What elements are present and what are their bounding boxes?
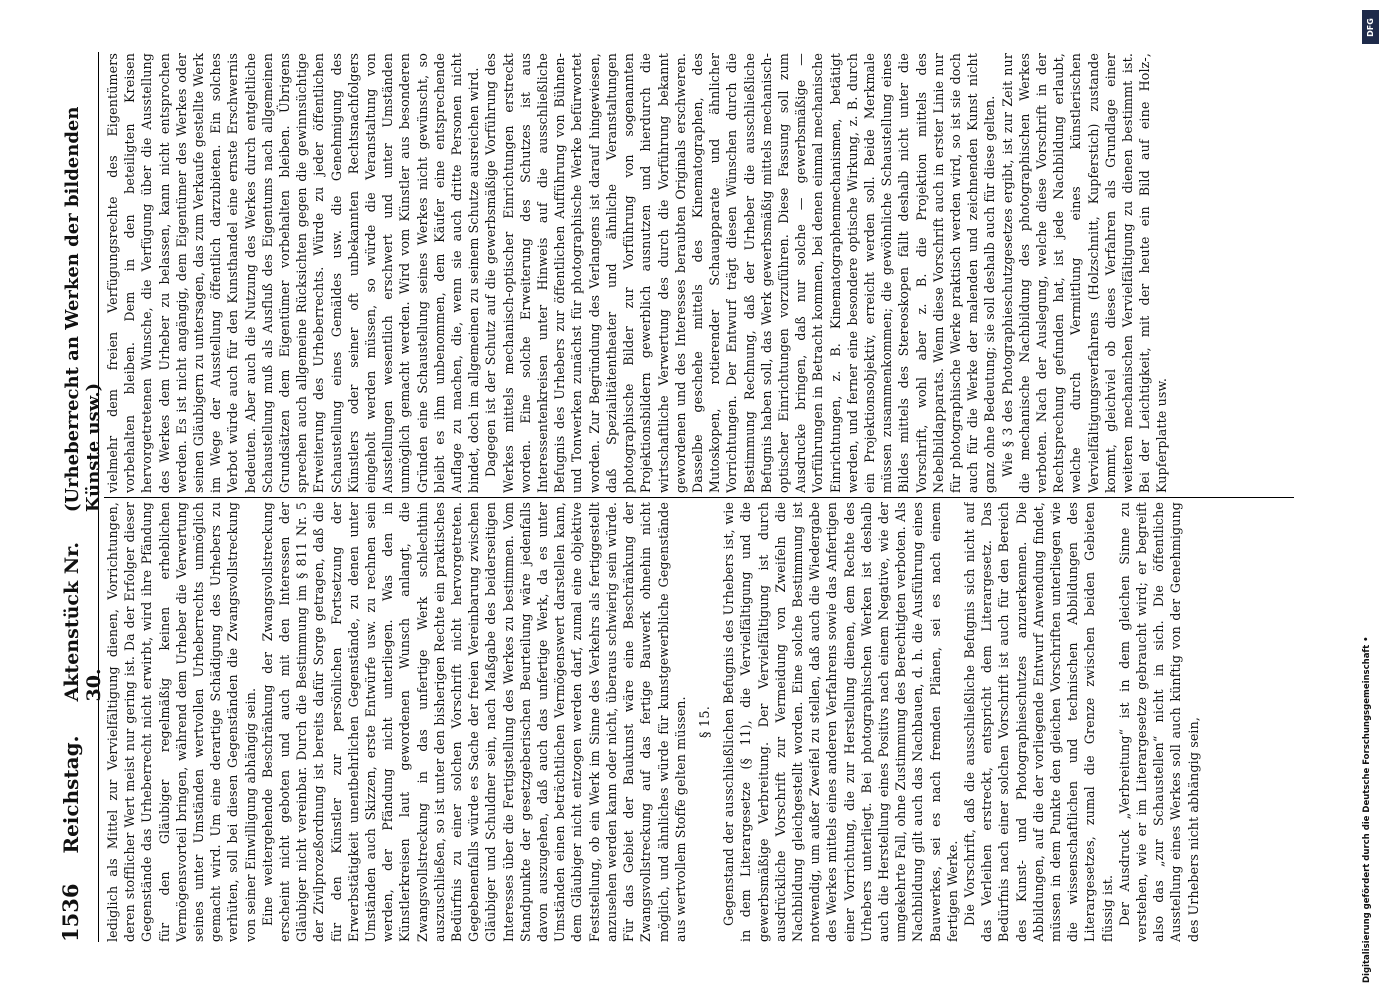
dfg-logo [1362,10,1379,44]
header-doc-ref: Aktenstück Nr. 30. [61,542,105,702]
column-divider [104,497,1294,498]
text-columns [104,52,1294,942]
paragraph: Die Vorschrift, daß die ausschließliche Befugnis sich nicht auf das Verleihen erstreckt, entspricht dem Literargesetz. Das Bedürfnis nach einer solchen Vorschrift ist auch für den Bereich des Kunst- und Photographieschutzes anzuerkennen. Die Abbildungen, auf die der vorliegende Entwurf Anwendung findet, müssen in dem Punkte den gleichen Vorschriften unterliegen wie die wissenschaftlichen und technischen Abbildungen des Literargesetzes, zumal die Grenze zwischen beiden Gebieten flüssig ist. [961,502,1115,942]
paragraph: Wie § 3 des Photographieschutzgesetzes ergibt, ist zur Zeit nur die mechanische Nachbildung des photographischen Werkes verboten. Nach der Auslegung, welche diese Vorschrift in der Rechtsprechung gefunden hat, ist jede Nachbildung erlaubt, welche durch Vermittlung eines künstlerischen Vervielfältigungsverfahrens (Holzschnitt, Kupferstich) zustande kommt, gleichviel ob dieses Verfahren als Grundlage einer weiteren mechanischen Vervielfältigung zu dienen bestimmt ist. Bei der Leichtigkeit, mit der heute ein Bild auf eine Holz-, Kupferplatte usw. [999,53,1170,493]
credit-text: Digitalisierung gefördert durch die Deutsche Forschungsgemeinschaft • [1362,636,1372,983]
paragraph: Gegenstand der ausschließlichen Befugnis des Urhebers ist, wie in dem Literargesetze (§ 11), die Vervielfältigung und die gewerbsmäßige Verbreitung. Der Vervielfältigung ist durch ausdrückliche Vorschrift zur Vermeidung von Zweifeln die Nachbildung gleichgestellt worden. Eine solche Bestimmung ist notwendig, um außer Zweifel zu stellen, daß auch die Wiedergabe des Werkes mittels eines anderen Verfahrens sowie das Anfertigen einer Vorrichtung, die zur Herstellung dienen, dem Rechte des Urhebers unterliegt. Bei photographischen Werken ist deshalb auch die Herstellung eines Positivs nach einem Negative, wie der umgekehrte Fall, ohne Zustimmung des Berechtigten verboten. Als Nachbildung gilt auch das Nachbauen, d. h. die Ausführung eines Bauwerkes, sei es nach fremden Plänen, sei es nach einem fertigen Werke. [721,502,960,942]
left-column [104,502,1294,942]
running-header [58,52,105,942]
dfg-logo-text: DFG [1366,17,1376,37]
paragraph: Der Ausdruck „Verbreitung“ ist in dem gleichen Sinne zu verstehen, wie er im Literargesetze gebraucht wird; er begreift also das „zur Schaustellen“ nicht in sich. Die öffentliche Ausstellung eines Werkes soll auch künftig von der Genehmigung des Urhebers nicht abhängig sein, [1116,502,1201,942]
header-left-title: Reichstag. [59,735,83,854]
paragraph: vielmehr dem freien Verfügungsrechte des Eigentümers vorbehalten bleiben. Dem in den beteiligten Kreisen hervorgetretenen Wunsche, die Verfügung über die Ausstellung des Werkes dem Urheber zu belassen, kann nicht entsprochen werden. Es ist nicht angängig, dem Eigentümer des Werkes oder seinen Gläubigern zu untersagen, das zum Verkaufe gestellte Werk im Wege der Ausstellung öffentlich darzubieten. Ein solches Verbot würde auch für den Kunsthandel eine ernste Erschwernis bedeuten. Aber auch die Nutzung des Werkes durch entgeltliche Schaustellung muß als Ausfluß des Eigentums nach allgemeinen Grundsätzen dem Eigentümer vorbehalten bleiben. Übrigens sprechen auch allgemeine Rücksichten gegen die gewinnsüchtige Erweiterung des Urheberrechts. Würde zu jeder öffentlichen Schaustellung eines Gemäldes usw. die Genehmigung des Künstlers oder seiner oft unbekannten Rechtsnachfolgers eingeholt werden müssen, so würde die Veranstaltung von Ausstellungen wesentlich erschwert und unter Umständen unmöglich gemacht werden. Wird vom Künstler aus besonderen Gründen eine Schaustellung seines Werkes nicht gewünscht, so bleibt es ihm unbenommen, dem Käufer eine entsprechende Auflage zu machen, die, wenn sie auch dritte Personen nicht bindet, doch im allgemeinen zu seinem Schutze ausreichen wird. [105,53,482,493]
digitization-credit [1359,14,1377,994]
paragraph: lediglich als Mittel zur Vervielfältigung dienen, Vorrichtungen, deren stofflicher Wert meist nur gering ist. Da der Erfolger dieser Gegenstände das Urheberrecht nicht erwirbt, wird ihre Pfändung für den Gläubiger regelmäßig keinen erheblichen Vermögensvorteil bringen, während dem Urheber die Verwertung seines unter Umständen wertvollen Urheberrechts unmöglich gemacht wird. Um eine derartige Schädigung des Urhebers zu verhüten, soll bei diesen Gegenständen die Zwangsvollstreckung von seiner Einwilligung abhängig sein. [105,502,258,942]
page-content [58,52,1201,942]
page-number: 1536 [58,883,83,942]
header-subject: (Urheberrecht an Werken der bildenden Künste usw.) [62,106,104,513]
paragraph: Eine weitergehende Beschränkung der Zwangsvollstreckung erscheint nicht geboten und auch mit den Interessen der Gläubiger nicht vereinbar. Durch die Bestimmung im § 811 Nr. 5 der Zivilprozeßordnung ist bereits dafür Sorge getragen, daß die für den Künstler zur persönlichen Fortsetzung der Erwerbstätigkeit unentbehrlichen Gegenstände, zu denen unter Umständen auch Skizzen, erste Entwürfe usw. zu rechnen sein werden, der Pfändung nicht unterliegen. Was den in Künstlerkreisen laut gewordenen Wunsch anlangt, die Zwangsvollstreckung in das unfertige Werk schlechthin auszuschließen, so ist unter den bisherigen Rechte ein praktisches Bedürfnis zu einer solchen Vorschrift nicht hervorgetreten. Gegebenenfalls würde es Sache der freien Vereinbarung zwischen Gläubiger und Schuldner sein, nach Maßgabe des beiderseitigen Interesses über die Fertigstellung des Werkes zu bestimmen. Vom Standpunkte der gesetzgeberischen Beurteilung wäre jedenfalls davon auszugehen, daß auch das unfertige Werk, da es unter Umständen einen beträchtlichen Vermögenswert darstellen kann, dem Gläubiger nicht entzogen werden darf, zumal eine objektive Feststellung, ob ein Werk im Sinne des Verkehrs als fertiggestellt anzusehen werden kann oder nicht, überaus schwierig sein würde. Für das Gebiet der Baukunst wäre eine Beschränkung der Zwangsvollstreckung auf das fertige Bauwerk ohnehin nicht möglich, und ähnliches würde für kunstgewerbliche Gegenstände aus wertvollem Stoffe gelten müssen. [259,502,688,942]
section-heading: § 15. [697,705,713,739]
right-column [104,53,1294,493]
paragraph: Dagegen ist der Schutz auf die gewerbsmäßige Vorführung des Werkes mittels mechanisch-optischer Einrichtungen erstreckt worden. Eine solche Erweiterung des Schutzes ist aus Interessentenkreisen unter Hinweis auf die ausschließliche Befugnis des Urhebers zur öffentlichen Aufführung von Bühnen- und Tonwerken zunächst für photographische Werke befürwortet worden. Zur Begründung des Verlangens ist darauf hingewiesen, daß Spezialitätentheater und ähnliche Veranstaltungen photographische Bilder zur Vorführung von sogenannten Projektionsbildern gewerblich ausnutzen und hierdurch die wirtschaftliche Verwertung des durch die Vorführung bekannt gewordenen und des Interesses beraubten Originals erschweren. Dasselbe geschehe mittels des Kinematographen, des Mutoskopen, rotierender Schauapparate und ähnlicher Vorrichtungen. Der Entwurf trägt diesen Wünschen durch die Bestimmung Rechnung, daß der Urheber die ausschließliche Befugnis haben soll, das Werk gewerbsmäßig mittels mechanisch-optischer Einrichtungen vorzuführen. Diese Fassung soll zum Ausdrucke bringen, daß nur solche — gewerbsmäßige — Vorführungen in Betracht kommen, bei denen einmal mechanische Einrichtungen, z. B. Kinematographenmechanismen, betätigt werden, und ferner eine besondere optische Wirkung, z. B. durch ein Projektionsobjektiv, erreicht werden soll. Beide Merkmale müssen zusammenkommen; die gewöhnliche Schaustellung eines Bildes mittels des Stereoskopen fällt deshalb nicht unter die Vorschrift, wohl aber z. B. die Projektion mittels des Nebelbildapparats. Wenn diese Vorschrift auch in erster Linie nur für photographische Werke praktisch werden wird, so ist sie doch auch für die Werke der malenden und zeichnenden Kunst nicht ganz ohne Bedeutung; sie soll deshalb auch für diese gelten. [483,53,998,493]
